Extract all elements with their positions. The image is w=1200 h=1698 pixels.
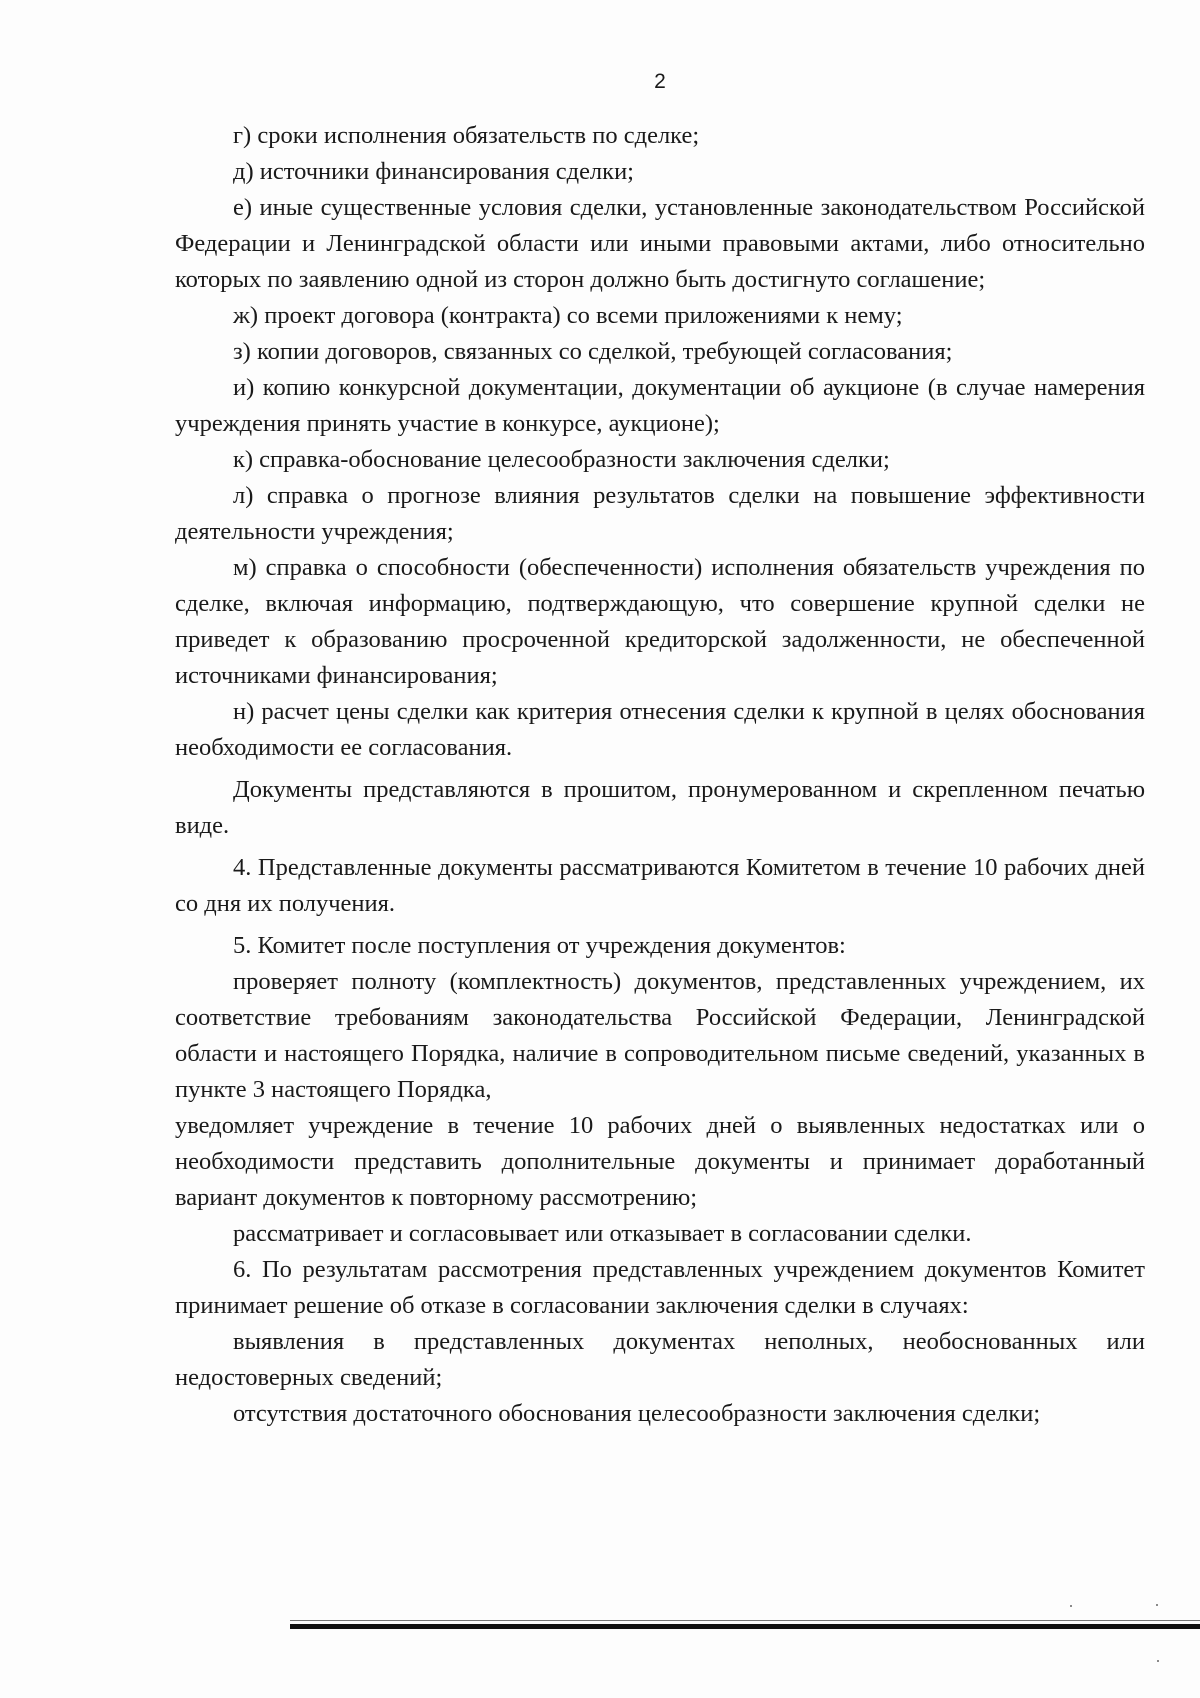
page-number: 2 (654, 70, 666, 93)
paragraph-item-g: г) сроки исполнения обязательств по сделке; (233, 122, 700, 149)
paragraph-item-i: и) копию конкурсной документации, документации об аукционе (в случае намерения учреждения принять участие в конкурсе, аукционе); (175, 374, 1145, 437)
paragraph-clause-5-check: проверяет полноту (комплектность) документов, представленных учреждением, их соответствие требованиям законодательства Российской Федерации, Ленинградской области и настоящего Порядка, наличие в сопроводительном письме сведений, указанных в пункте 3 настоящего Порядка, (175, 968, 1145, 1103)
paragraph-item-l: л) справка о прогнозе влияния результатов сделки на повышение эффективности деятельности учреждения; (175, 482, 1145, 545)
paragraph-clause-4: 4. Представленные документы рассматриваются Комитетом в течение 10 рабочих дней со дня их получения. (175, 854, 1145, 917)
paragraph-clause-5: 5. Комитет после поступления от учреждения документов: (233, 932, 846, 959)
paragraph-item-e: е) иные существенные условия сделки, установленные законодательством Российской Федерации и Ленинградской области или иными правовыми актами, либо относительно которых по заявлению одной из сторон должно быть достигнуто соглашение; (175, 194, 1145, 293)
paragraph-clause-6: 6. По результатам рассмотрения представленных учреждением документов Комитет принимает решение об отказе в согласовании заключения сделки в случаях: (175, 1256, 1145, 1319)
paragraph-clause-5-notify: уведомляет учреждение в течение 10 рабочих дней о выявленных недостатках или о необходимости представить дополнительные документы и принимает доработанный вариант документов к повторному рассмотрению; (175, 1112, 1145, 1211)
paragraph-clause-6-no-justification: отсутствия достаточного обоснования целесообразности заключения сделки; (233, 1400, 1041, 1427)
scan-speck (1070, 1605, 1072, 1607)
paragraph-item-z: з) копии договоров, связанных со сделкой, требующей согласования; (233, 338, 953, 365)
scan-speck (1157, 1660, 1159, 1662)
paragraph-item-k: к) справка-обоснование целесообразности заключения сделки; (233, 446, 890, 473)
scan-edge-line (290, 1624, 1200, 1629)
paragraph-item-d: д) источники финансирования сделки; (233, 158, 634, 185)
paragraph-item-n: н) расчет цены сделки как критерия отнесения сделки к крупной в целях обоснования необходимости ее согласования. (175, 698, 1145, 761)
paragraph-documents-format: Документы представляются в прошитом, пронумерованном и скрепленном печатью виде. (175, 776, 1145, 839)
paragraph-item-zh: ж) проект договора (контракта) со всеми приложениями к нему; (233, 302, 903, 329)
scan-edge-thin-line (290, 1620, 1200, 1621)
paragraph-clause-6-incomplete: выявления в представленных документах неполных, необоснованных или недостоверных сведений; (175, 1328, 1145, 1391)
paragraph-clause-5-review: рассматривает и согласовывает или отказывает в согласовании сделки. (233, 1220, 972, 1247)
paragraph-item-m: м) справка о способности (обеспеченности) исполнения обязательств учреждения по сделке, включая информацию, подтверждающую, что совершение крупной сделки не приведет к образованию просроченной кредиторской задолженности, не обеспеченной источниками финансирования; (175, 554, 1145, 689)
document-body (175, 118, 1145, 1432)
scan-speck (1156, 1604, 1158, 1606)
